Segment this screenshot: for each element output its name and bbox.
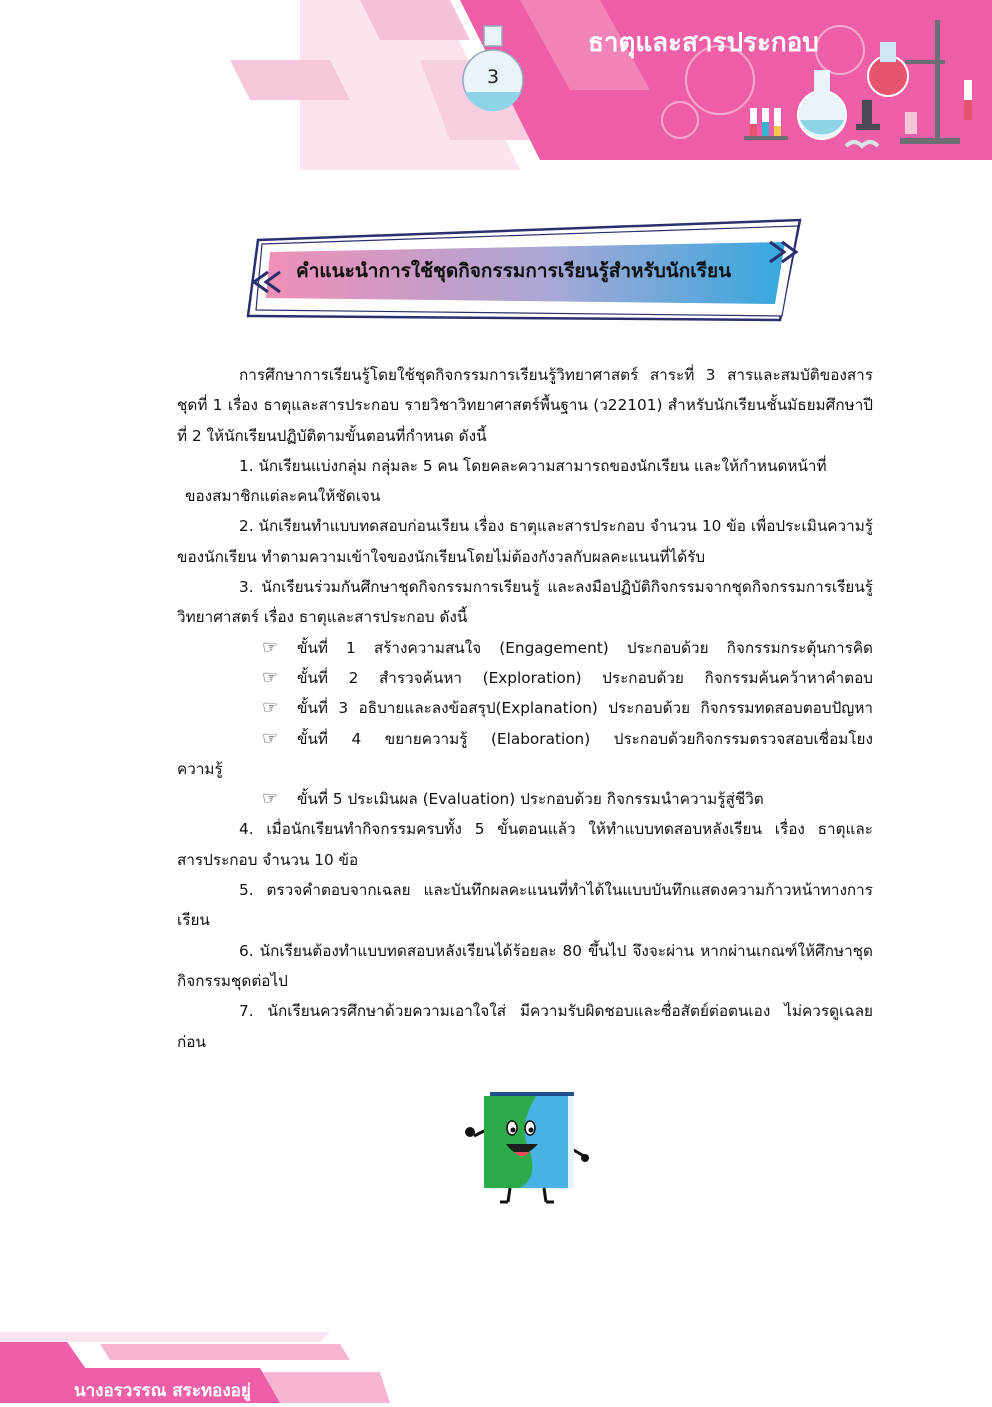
step-item — [177, 784, 873, 814]
instruction-item-1: 1. นักเรียนแบ่งกลุ่ม กลุ่มละ 5 คน โดยคละความสามารถของนักเรียน และให้กำหนดหน้าที่ — [239, 456, 827, 475]
step-item — [177, 663, 873, 693]
banner-title: คำแนะนำการใช้ชุดกิจกรรมการเรียนรู้สำหรับนักเรียน — [296, 260, 732, 282]
step-4-text: ขั้นที่ 4 ขยายความรู้ (Elaboration) ประกอบด้วยกิจกรรมตรวจสอบเชื่อมโยง — [297, 729, 873, 748]
page-header — [0, 0, 992, 170]
pointing-hand-icon: ☞ — [262, 666, 279, 688]
step-item — [177, 693, 873, 723]
step-2-text: ขั้นที่ 2 สำรวจค้นหา (Exploration) ประกอบด้วย กิจกรรมค้นคว้าหาคำตอบ — [297, 668, 873, 687]
step-5-text: ขั้นที่ 5 ประเมินผล (Evaluation) ประกอบด้วย กิจกรรมนำความรู้สู่ชีวิต — [297, 790, 764, 809]
author-name: นางอรวรรณ สระทองอยู่ — [74, 1381, 251, 1401]
instruction-item-4: 4. เมื่อนักเรียนทำกิจกรรมครบทั้ง 5 ขั้นตอนแล้ว ให้ทำแบบทดสอบหลังเรียน เรื่อง ธาตุและสารประกอบ จำนวน 10 ข้อ — [177, 820, 873, 869]
step-4-continued: ความรู้ — [177, 759, 223, 778]
chapter-title: ธาตุและสารประกอบ — [588, 28, 819, 58]
book-mascot-icon — [460, 1086, 590, 1208]
pointing-hand-icon: ☞ — [262, 727, 279, 749]
instruction-item-6: 6. นักเรียนต้องทำแบบทดสอบหลังเรียนได้ร้อยละ 80 ขึ้นไป จึงจะผ่าน หากผ่านเกณฑ์ให้ศึกษาชุดกิจกรรมชุดต่อไป — [177, 941, 873, 990]
book-mascot-illustration — [460, 1086, 590, 1208]
intro-paragraph: การศึกษาการเรียนรู้โดยใช้ชุดกิจกรรมการเรียนรู้วิทยาศาสตร์ สาระที่ 3 สารและสมบัติของสาร ชุดที่ 1 เรื่อง ธาตุและสารประกอบ รายวิชาวิทยาศาสตร์พื้นฐาน (ว22101) สำหรับนักเรียนชั้นมัธยมศึกษาปีที่ 2 ให้นักเรียนปฏิบัติตามขั้นตอนที่กำหนด ดังนี้ — [177, 366, 873, 445]
instruction-item-3: 3. นักเรียนร่วมกันศึกษาชุดกิจกรรมการเรียนรู้ และลงมือปฏิบัติกิจกรรมจากชุดกิจกรรมการเรียนรู้วิทยาศาสตร์ เรื่อง ธาตุและสารประกอบ ดังนี้ — [177, 578, 873, 627]
step-item — [177, 633, 873, 663]
instruction-item-1-continued: ของสมาชิกแต่ละคนให้ชัดเจน — [185, 487, 381, 506]
step-1-text: ขั้นที่ 1 สร้างความสนใจ (Engagement) ประกอบด้วย กิจกรรมกระตุ้นการคิด — [297, 638, 873, 657]
instruction-item-2: 2. นักเรียนทำแบบทดสอบก่อนเรียน เรื่อง ธาตุและสารประกอบ จำนวน 10 ข้อ เพื่อประเมินความรู้ของนักเรียน ทำตามความเข้าใจของนักเรียนโดยไม่ต้องกังวลกับผลคะแนนที่ได้รับ — [177, 517, 873, 566]
step-3-text: ขั้นที่ 3 อธิบายและลงข้อสรุป(Explanation) ประกอบด้วย กิจกรรมทดสอบตอบปัญหา — [297, 699, 873, 718]
pointing-hand-icon: ☞ — [262, 788, 279, 810]
pointing-hand-icon: ☞ — [262, 697, 279, 719]
instructions-body — [177, 360, 873, 1057]
page-number: 3 — [486, 66, 500, 88]
instruction-item-5: 5. ตรวจคำตอบจากเฉลย และบันทึกผลคะแนนที่ทำได้ในแบบบันทึกแสดงความก้าวหน้าทางการเรียน — [177, 881, 873, 930]
pointing-hand-icon: ☞ — [262, 636, 279, 658]
instruction-item-7: 7. นักเรียนควรศึกษาด้วยความเอาใจใส่ มีความรับผิดชอบและซื่อสัตย์ต่อตนเอง ไม่ควรดูเฉลยก่อน — [177, 1002, 873, 1051]
step-item — [177, 724, 873, 754]
